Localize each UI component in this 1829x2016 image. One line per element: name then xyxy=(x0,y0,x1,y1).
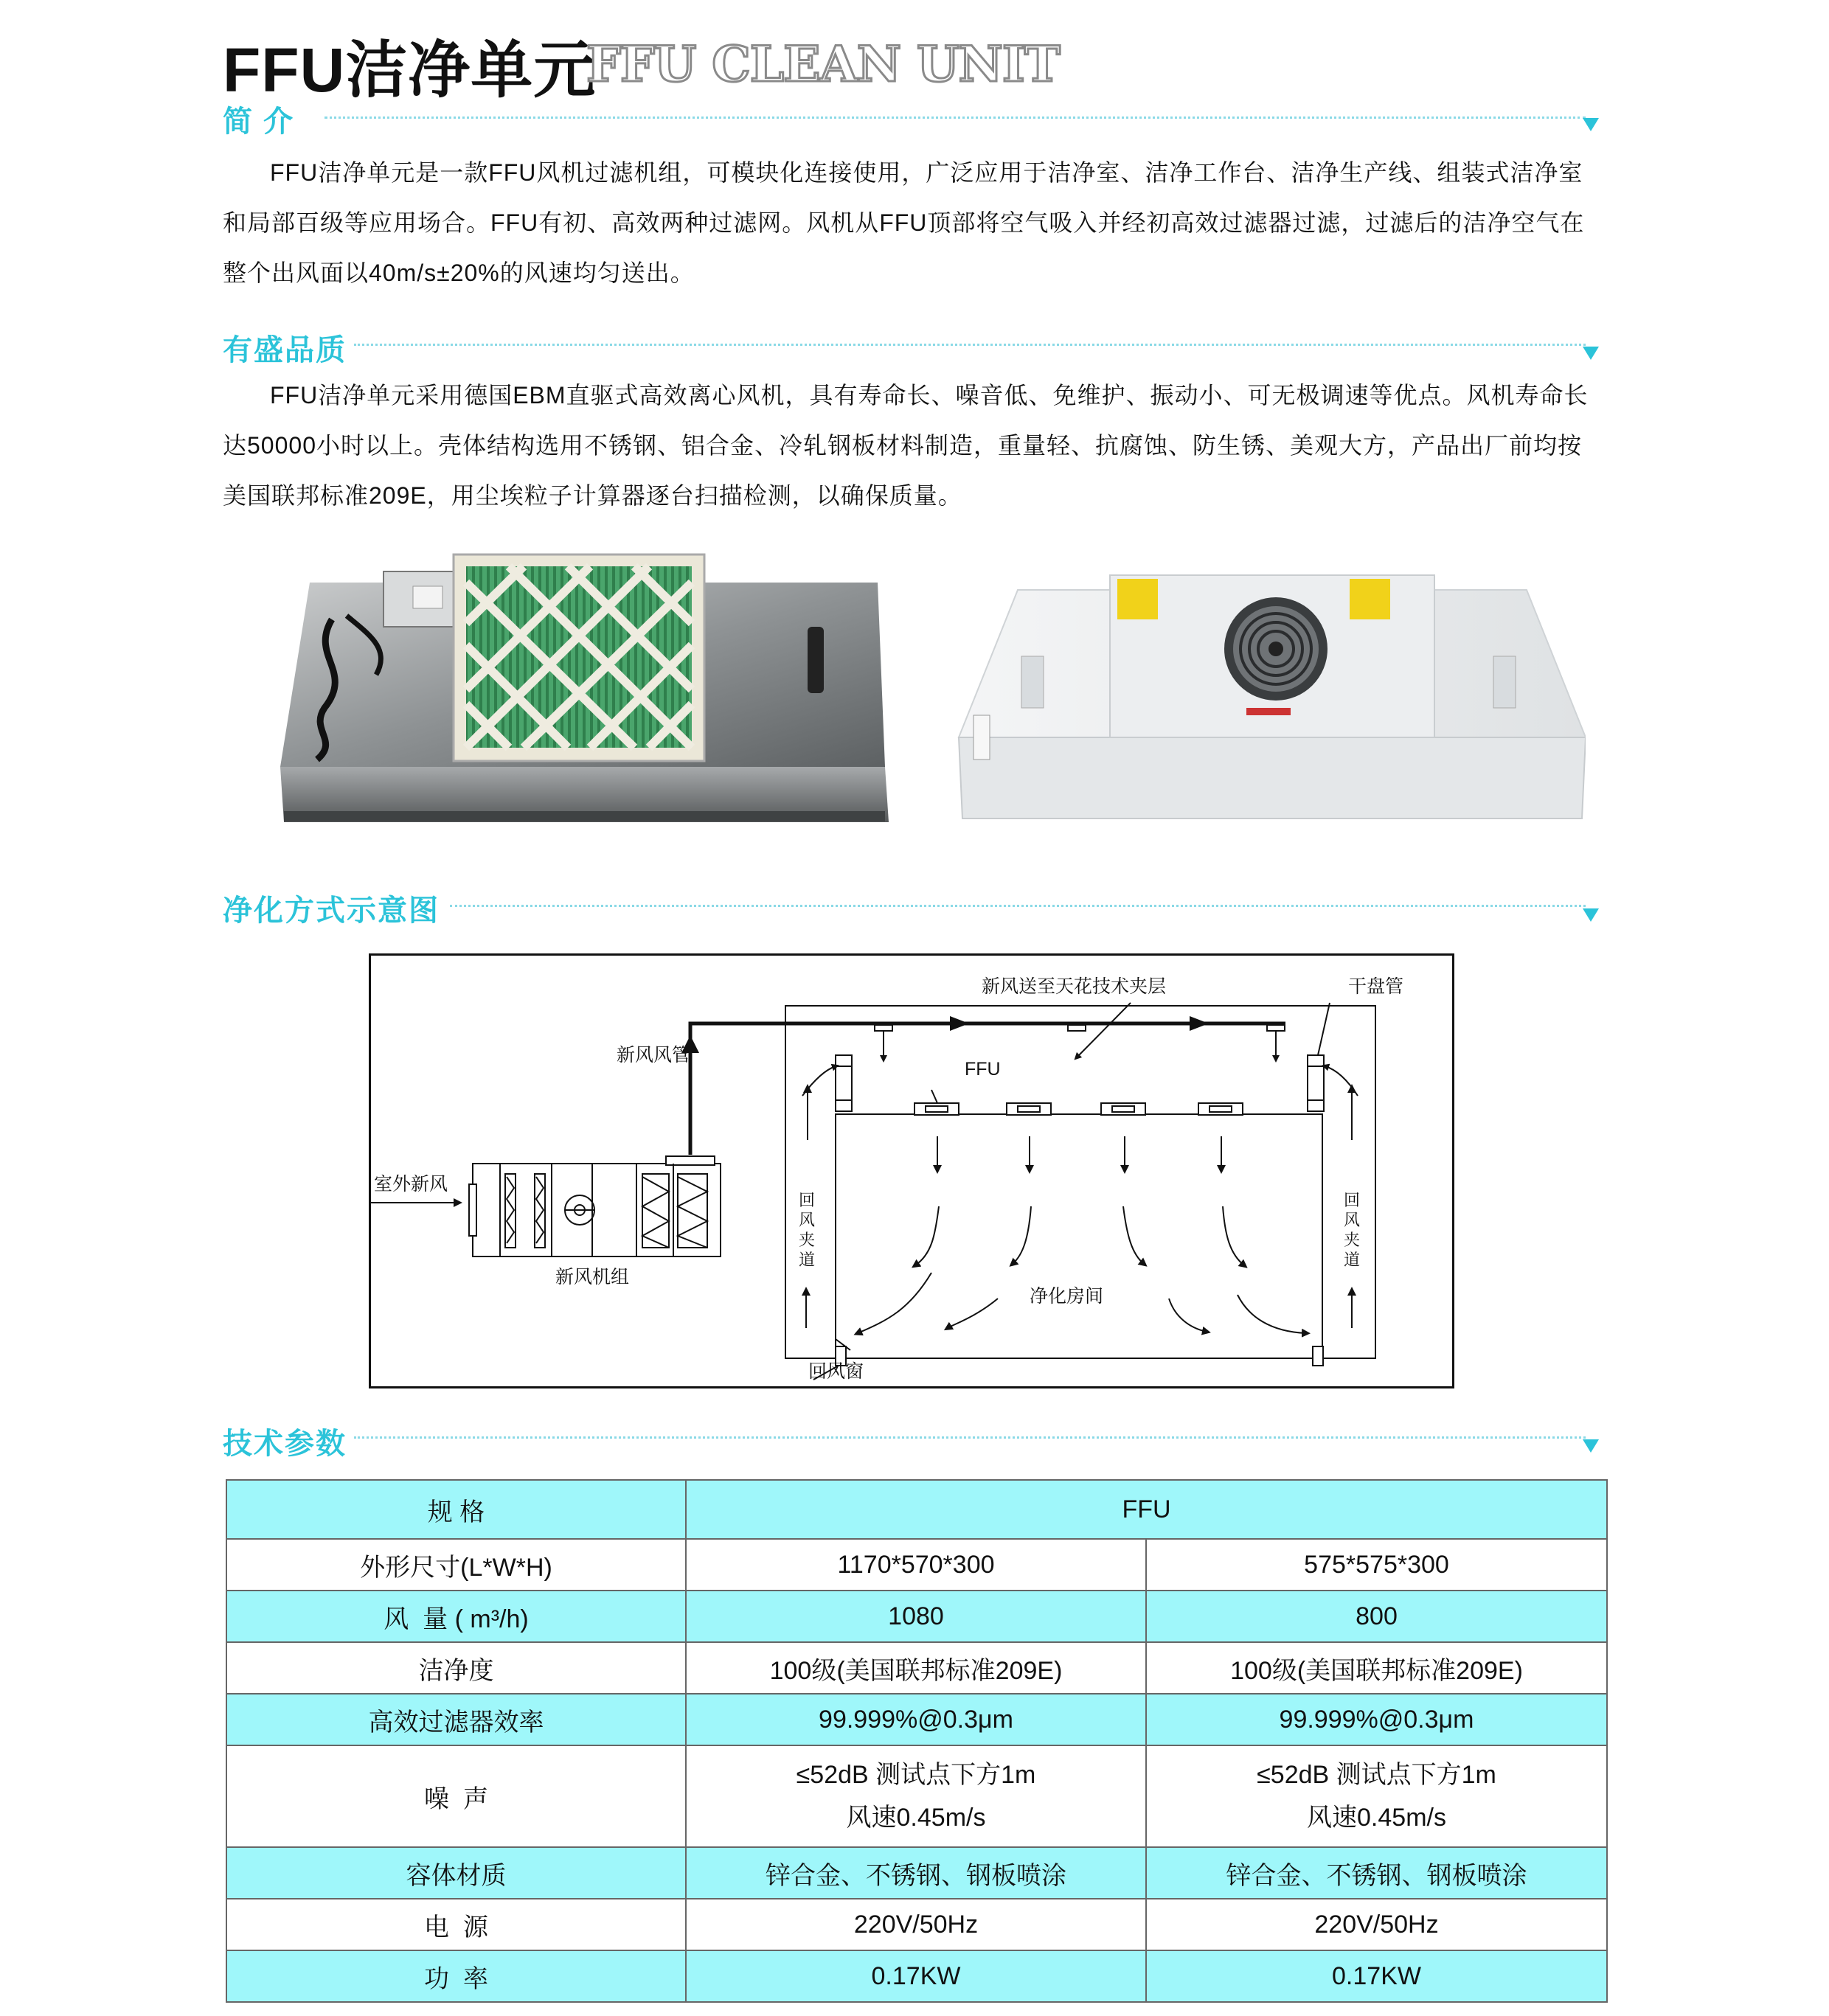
table-cell: 100级(美国联邦标准209E) xyxy=(686,1642,1146,1694)
table-cell: 高效过滤器效率 xyxy=(226,1694,686,1745)
label-outdoor-air: 室外新风 xyxy=(374,1174,448,1195)
table-cell: 0.17KW xyxy=(686,1950,1146,2002)
table-cell: 800 xyxy=(1146,1591,1607,1642)
table-cell: 容体材质 xyxy=(226,1847,686,1899)
label-ceiling-interlayer: 新风送至天花技术夹层 xyxy=(982,976,1167,997)
label-ffu: FFU xyxy=(965,1059,1001,1080)
table-row xyxy=(226,1694,1607,1745)
table-row xyxy=(226,1642,1607,1694)
page-title: FFU洁净单元 xyxy=(223,35,597,105)
table-cell: 220V/50Hz xyxy=(686,1899,1146,1950)
spec-table xyxy=(226,1479,1608,2003)
label-return-window: 回风窗 xyxy=(808,1361,864,1382)
quality-paragraph: FFU洁净单元采用德国EBM直驱式高效离心风机，具有寿命长、噪音低、免维护、振动小、可无极调速等优点。风机寿命长达50000小时以上。壳体结构选用不锈钢、铝合金、冷轧钢板材料制造，重量轻、抗腐蚀、防生锈、美观大方，产品出厂前均按美国联邦标准209E，用尘埃粒子计算器逐台扫描检测，以确保质量。 xyxy=(223,382,1589,509)
section-divider xyxy=(354,1436,1586,1439)
purification-diagram xyxy=(369,953,1454,1388)
table-cell: 0.17KW xyxy=(1146,1950,1607,2002)
section-divider xyxy=(450,905,1586,907)
ffu-white-photo xyxy=(951,568,1586,841)
table-cell: 风 量 ( m³/h) xyxy=(226,1591,686,1642)
table-cell: 1170*570*300 xyxy=(686,1539,1146,1591)
table-cell: 99.999%@0.3μm xyxy=(1146,1694,1607,1745)
table-header-row xyxy=(226,1480,1607,1539)
section-marker-icon xyxy=(1583,118,1599,131)
table-cell: 575*575*300 xyxy=(1146,1539,1607,1591)
table-cell: 电 源 xyxy=(226,1899,686,1950)
table-cell: 220V/50Hz xyxy=(1146,1899,1607,1950)
section-divider xyxy=(354,344,1586,346)
intro-paragraph: FFU洁净单元是一款FFU风机过滤机组，可模块化连接使用，广泛应用于洁净室、洁净工作台、洁净生产线、组装式洁净室和局部百级等应用场合。FFU有初、高效两种过滤网。风机从FFU顶部将空气吸入并经初高效过滤器过滤，过滤后的洁净空气在整个出风面以40m/s±20%的风速均匀送出。 xyxy=(223,159,1585,286)
label-fresh-air-duct: 新风风管 xyxy=(617,1045,691,1066)
label-clean-room: 净化房间 xyxy=(1030,1286,1104,1307)
table-row xyxy=(226,1539,1607,1591)
section-heading-quality: 有盛品质 xyxy=(223,334,347,366)
noise-value-line: ≤52dB 测试点下方1m xyxy=(796,1761,1036,1789)
table-cell: 噪 声 xyxy=(226,1745,686,1847)
noise-value-line: 风速0.45m/s xyxy=(846,1804,986,1832)
table-cell: 外形尺寸(L*W*H) xyxy=(226,1539,686,1591)
table-row xyxy=(226,1847,1607,1899)
label-return-right: 回风夹道 xyxy=(1343,1191,1360,1269)
table-cell: 锌合金、不锈钢、钢板喷涂 xyxy=(686,1847,1146,1899)
table-row xyxy=(226,1899,1607,1950)
table-cell: 99.999%@0.3μm xyxy=(686,1694,1146,1745)
table-row xyxy=(226,1591,1607,1642)
section-heading-diagram: 净化方式示意图 xyxy=(223,894,440,927)
page-title-english: FFU CLEAN UNIT xyxy=(586,35,1060,93)
table-cell: 规 格 xyxy=(226,1480,686,1539)
table-cell: 洁净度 xyxy=(226,1642,686,1694)
noise-value-line: ≤52dB 测试点下方1m xyxy=(1257,1761,1496,1789)
table-cell: 1080 xyxy=(686,1591,1146,1642)
section-marker-icon xyxy=(1583,347,1599,360)
table-cell xyxy=(686,1745,1146,1847)
label-return-left: 回风夹道 xyxy=(798,1191,815,1269)
label-ahu: 新风机组 xyxy=(555,1267,630,1287)
section-divider xyxy=(324,117,1586,119)
table-cell: FFU xyxy=(686,1480,1607,1539)
table-cell xyxy=(1146,1745,1607,1847)
table-row xyxy=(226,1745,1607,1847)
section-heading-intro: 简 介 xyxy=(223,105,295,138)
table-cell: 锌合金、不锈钢、钢板喷涂 xyxy=(1146,1847,1607,1899)
noise-value-line: 风速0.45m/s xyxy=(1307,1804,1446,1832)
section-marker-icon xyxy=(1583,908,1599,922)
label-dry-coil: 干盘管 xyxy=(1348,976,1404,997)
table-row xyxy=(226,1950,1607,2002)
table-cell: 功 率 xyxy=(226,1950,686,2002)
section-heading-specs: 技术参数 xyxy=(223,1428,347,1460)
section-marker-icon xyxy=(1583,1439,1599,1453)
table-cell: 100级(美国联邦标准209E) xyxy=(1146,1642,1607,1694)
ffu-stainless-photo xyxy=(266,546,892,833)
